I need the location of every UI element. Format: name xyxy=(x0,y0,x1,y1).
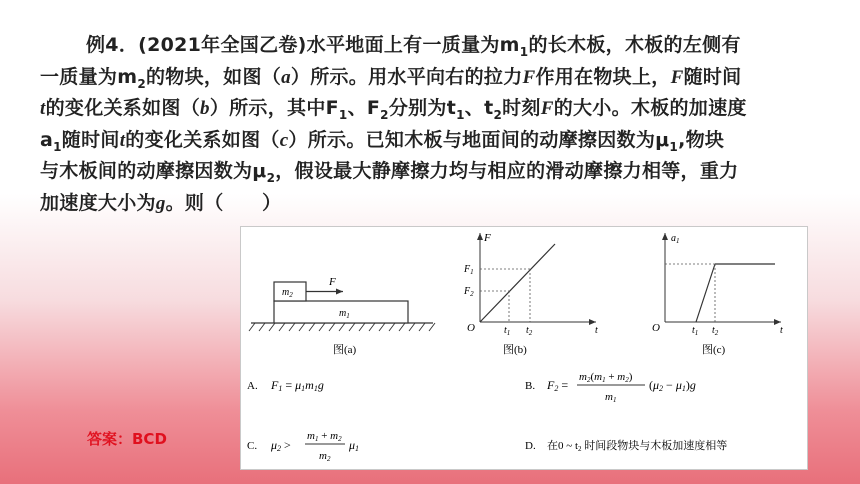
option-c-numerator: m1 + m2 xyxy=(307,430,342,443)
option-b xyxy=(525,371,696,404)
figure-a xyxy=(249,276,435,356)
problem-text xyxy=(40,30,830,219)
problem-line-1: 例4．(2021年全国乙卷)水平地面上有一质量为$m_1$的长木板，木板的左侧有 xyxy=(86,34,741,59)
b-axis-y-label: F xyxy=(484,232,491,244)
c-t1-label: $t_1$ xyxy=(692,325,699,337)
option-c-lhs: μ2 > xyxy=(271,438,291,453)
b-F1-label: $F_1$ xyxy=(464,264,474,276)
option-b-denominator: m1 xyxy=(605,391,617,404)
option-c-rhs: μ1 xyxy=(349,438,360,453)
ground-hatch xyxy=(249,323,435,331)
c-axis-x-label: t xyxy=(780,325,783,336)
caption-a: 图(a) xyxy=(333,344,357,356)
option-b-letter: B. xyxy=(525,380,536,392)
problem-line-5: 与木板间的动摩擦因数为$\mu_2$，假设最大静摩擦力均与相应的滑动摩擦力相等，重力 xyxy=(40,160,739,185)
figure-c xyxy=(652,233,783,356)
board-label: $m_1$ xyxy=(339,308,350,320)
option-c-letter: C. xyxy=(247,440,258,452)
block-label: $m_2$ xyxy=(282,287,293,299)
c-t2-label: $t_2$ xyxy=(712,325,719,337)
c-axis-y-label: $a_1$ xyxy=(671,233,680,245)
problem-line-2: 一质量为$m_2$的物块，如图（a）所示。用水平向右的拉力F作用在物块上，F随时间 xyxy=(40,65,742,91)
option-a xyxy=(247,378,324,393)
option-a-letter: A. xyxy=(247,380,258,392)
answer-text: 答案：BCD xyxy=(87,430,167,448)
problem-line-6: 加速度大小为g。则（ ） xyxy=(40,191,282,214)
option-b-numerator: m2(m1 + m2) xyxy=(579,371,633,384)
problem-line-4: $a_1$随时间t的变化关系如图（c）所示。已知木板与地面间的动摩擦因数为$\mu_1$,物块 xyxy=(40,128,725,154)
option-c xyxy=(247,430,359,463)
figure-svg xyxy=(241,227,807,469)
c-origin: O xyxy=(652,322,660,334)
option-a-formula: F1 = μ1m1g xyxy=(271,378,324,393)
b-axis-x-label: t xyxy=(595,325,598,336)
option-c-denominator: m2 xyxy=(319,450,331,463)
force-label: F xyxy=(329,276,336,288)
figure-b xyxy=(463,232,598,356)
caption-b: 图(b) xyxy=(503,344,527,356)
option-d xyxy=(525,438,727,453)
problem-line-3: t的变化关系如图（b）所示，其中$F_1$、$F_2$分别为$t_1$、$t_2$时刻F的大小。木板的加速度 xyxy=(40,97,747,122)
b-t1-label: $t_1$ xyxy=(504,325,511,337)
figure-panel xyxy=(240,226,808,470)
b-origin: O xyxy=(467,322,475,334)
b-t2-label: $t_2$ xyxy=(526,325,533,337)
option-d-letter: D. xyxy=(525,440,536,452)
caption-c: 图(c) xyxy=(702,344,726,356)
b-force-line xyxy=(480,244,555,322)
option-d-text: 在0 ~ t2 时间段物块与木板加速度相等 xyxy=(547,440,728,453)
option-b-rhs: (μ2 − μ1)g xyxy=(649,378,696,393)
b-F2-label: $F_2$ xyxy=(464,286,474,298)
option-b-lhs: F2 = xyxy=(547,378,569,393)
c-accel-ramp xyxy=(696,264,715,322)
